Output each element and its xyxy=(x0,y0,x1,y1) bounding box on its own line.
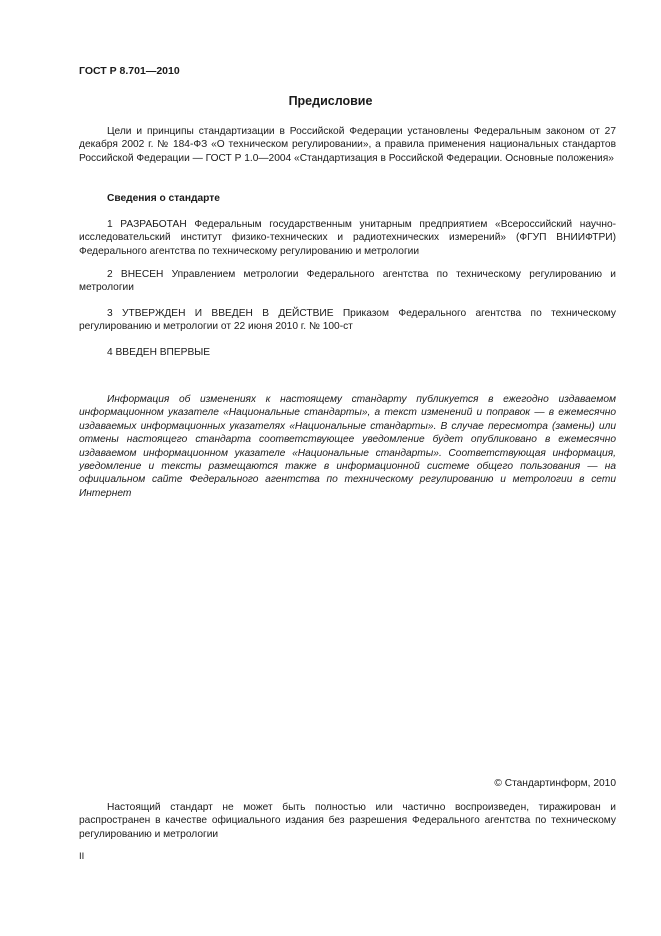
list-item: 3 УТВЕРЖДЕН И ВВЕДЕН В ДЕЙСТВИЕ Приказом Федерального агентства по техническому регулированию и метрологии от 22 июня 2010 г. № 100-ст xyxy=(79,308,616,333)
reproduction-section xyxy=(79,801,616,841)
copyright: © Стандартинформ, 2010 xyxy=(494,778,616,789)
list-item: 2 ВНЕСЕН Управлением метрологии Федерального агентства по техническому регулированию и метрологии xyxy=(79,269,616,294)
item-1 xyxy=(79,218,616,258)
reproduction-notice: Настоящий стандарт не может быть полностью или частично воспроизведен, тиражирован и распространен в качестве официального издания без разрешения Федерального агентства по техническому регулированию и метрологии xyxy=(79,802,616,840)
intro-paragraph: Цели и принципы стандартизации в Российской Федерации установлены Федеральным законом от 27 декабря 2002 г. № 184-ФЗ «О техническом регулировании», а правила применения национальных стандартов Российской Федерации — ГОСТ Р 1.0—2004 «Стандартизация в Российской Федерации. Основные положения» xyxy=(79,126,616,164)
section-heading: Сведения о стандарте xyxy=(107,193,220,204)
item-3 xyxy=(79,307,616,334)
info-notice-section xyxy=(79,393,616,500)
item-4 xyxy=(79,346,616,359)
page-number: II xyxy=(79,851,85,862)
list-item: 4 ВВЕДЕН ВПЕРВЫЕ xyxy=(107,347,211,358)
document-code: ГОСТ Р 8.701—2010 xyxy=(79,65,180,77)
list-item: 1 РАЗРАБОТАН Федеральным государственным унитарным предприятием «Всероссийский научно-исследовательский институт физико-технических и радиотехнических измерений» (ФГУП ВНИИФТРИ) Федерального агентства по техническому регулированию и метрологии xyxy=(79,219,616,257)
info-notice: Информация об изменениях к настоящему стандарту публикуется в ежегодно издаваемом информационном указателе «Национальные стандарты», а текст изменений и поправок — в ежемесячно издаваемых информационных указателях «Национальные стандарты». В случае пересмотра (замены) или отмены настоящего стандарта соответствующее уведомление будет опубликовано в ежемесячно издаваемом информационном указателе «Национальные стандарты». Соответствующая информация, уведомление и тексты размещаются также в информационной системе общего пользования — на официальном сайте Федерального агентства по техническому регулированию и метрологии в сети Интернет xyxy=(79,394,616,499)
intro-section xyxy=(79,125,616,165)
item-2 xyxy=(79,268,616,295)
page-title: Предисловие xyxy=(288,94,373,108)
